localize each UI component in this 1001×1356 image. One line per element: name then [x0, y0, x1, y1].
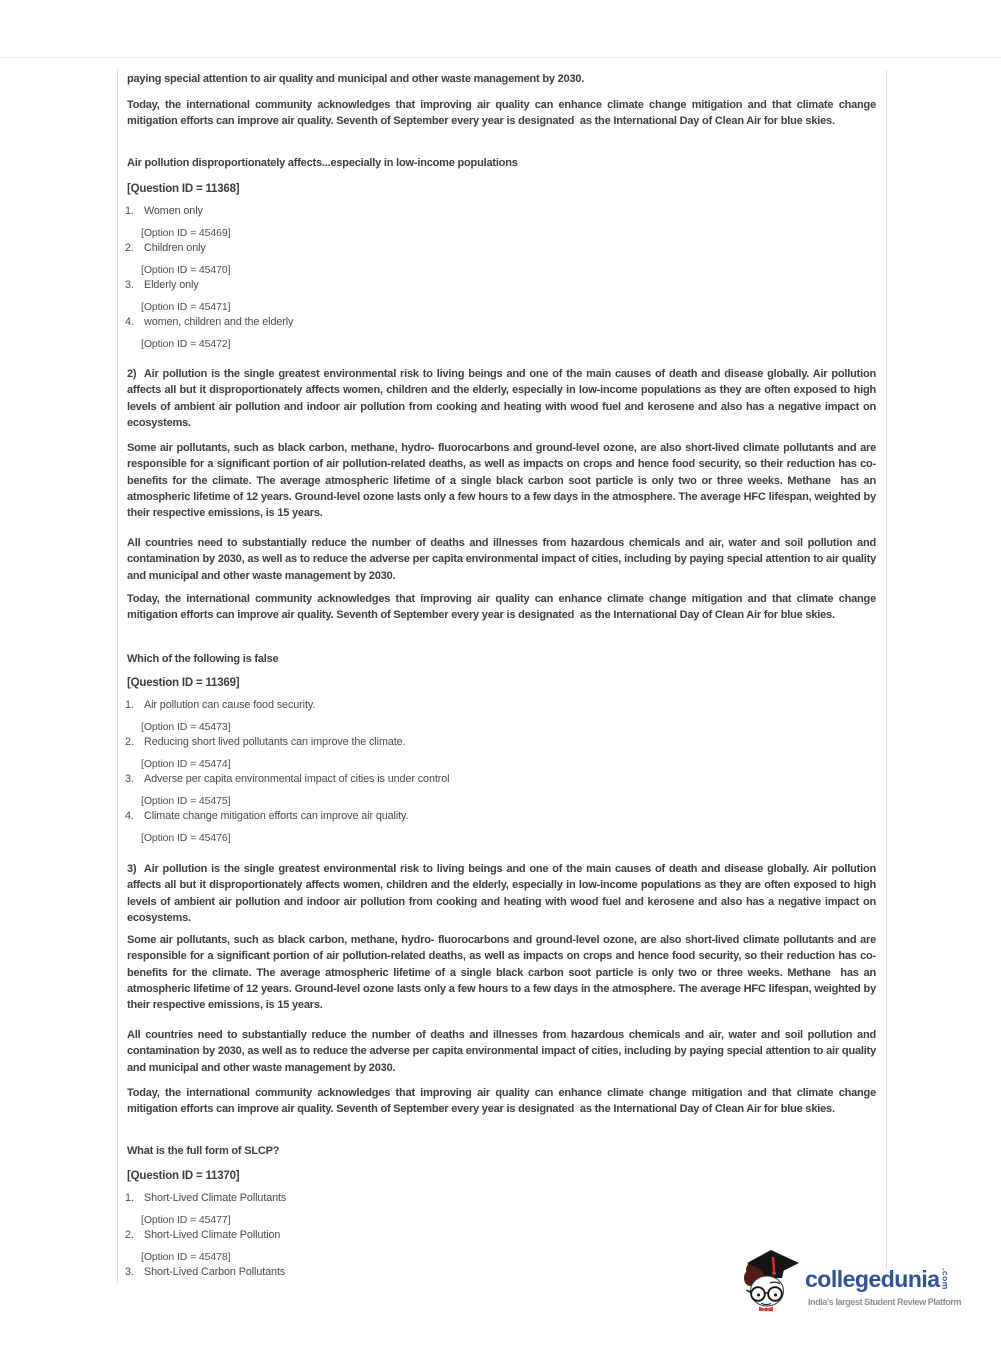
option-id-label: [Option ID = 45476] [141, 832, 231, 844]
question-id-label: [Question ID = 11369] [127, 677, 240, 689]
option-id-label: [Option ID = 45474] [141, 758, 231, 770]
option-number: 3. [125, 279, 134, 291]
option-label: Climate change mitigation efforts can improve air quality. [144, 810, 409, 822]
brand-tld: .com [940, 1268, 951, 1290]
question-11369-block [127, 676, 876, 846]
answer-option [127, 241, 876, 277]
q3-question-text: What is the full form of SLCP? [127, 1145, 280, 1157]
option-id-label: [Option ID = 45470] [141, 264, 231, 276]
option-number: 2. [125, 736, 134, 748]
answer-option [127, 772, 876, 808]
collegedunia-logo [742, 1244, 994, 1328]
answer-option [127, 278, 876, 314]
q3-passage-paragraph-3: All countries need to substantially reduce the number of deaths and illnesses from hazardous chemicals and air, water and soil pollution and contamination by 2030, as well as to reduce the adverse per capita environmental impact of cities, including by paying special attention to air quality and municipal and other waste management by 2030. [127, 1029, 876, 1074]
option-label: Elderly only [144, 279, 199, 291]
content-frame-right-border [886, 70, 887, 1268]
option-label: Short-Lived Carbon Pollutants [144, 1266, 286, 1278]
question-id-label: [Question ID = 11370] [127, 1170, 240, 1182]
option-id-label: [Option ID = 45472] [141, 338, 231, 350]
q2-passage-paragraph-3: All countries need to substantially reduce the number of deaths and illnesses from hazardous chemicals and air, water and soil pollution and contamination by 2030, as well as to reduce the adverse per capita environmental impact of cities, including by paying special attention to air quality and municipal and other waste management by 2030. [127, 537, 876, 582]
q3-passage-paragraph-2: Some air pollutants, such as black carbon, methane, hydro- fluorocarbons and ground-level ozone, are also short-lived climate pollutants and are responsible for a significant portion of air pollution-related deaths, as well as impacts on crops and hence food security, so their reduction has co-benefits for the climate. The average atmospheric lifetime of a single black carbon soot particle is only two or three weeks. Methane has an atmospheric lifetime of 12 years. Ground-level ozone lasts only a few hours to a few days in the atmosphere. The average HFC lifespan, weighted by their respective emissions, is 15 years. [127, 934, 876, 1012]
q3-passage-paragraph-4: Today, the international community acknowledges that improving air quality can enhance climate change mitigation and that climate change mitigation efforts can improve air quality. Seventh of September every year is designated as the International Day of Clean Air for blue skies. [127, 1087, 876, 1116]
option-label: Air pollution can cause food security. [144, 699, 316, 711]
option-label: Women only [144, 205, 203, 217]
q2-passage-paragraph-4: Today, the international community acknowledges that improving air quality can enhance climate change mitigation and that climate change mitigation efforts can improve air quality. Seventh of September every year is designated as the International Day of Clean Air for blue skies. [127, 593, 876, 622]
option-number: 4. [125, 810, 134, 822]
option-id-label: [Option ID = 45469] [141, 227, 231, 239]
option-number: 3. [125, 1266, 134, 1278]
question-id-label: [Question ID = 11368] [127, 183, 240, 195]
clean-air-paragraph: Today, the international community acknowledges that improving air quality can enhance climate change mitigation and that climate change mitigation efforts can improve air quality. Seventh of September every year is designated as the International Day of Clean Air for blue skies. [127, 99, 876, 128]
option-id-label: [Option ID = 45471] [141, 301, 231, 313]
question-11368-block [127, 182, 876, 352]
answer-option [127, 204, 876, 240]
option-id-label: [Option ID = 45475] [141, 795, 231, 807]
q2-question-text: Which of the following is false [127, 653, 279, 665]
option-label: Short-Lived Climate Pollution [144, 1229, 281, 1241]
content-frame-left-border [117, 70, 118, 1283]
option-number: 2. [125, 1229, 134, 1241]
option-number: 1. [125, 205, 134, 217]
q2-passage-paragraph-2: Some air pollutants, such as black carbon, methane, hydro- fluorocarbons and ground-level ozone, are also short-lived climate pollutants and are responsible for a significant portion of air pollution-related deaths, as well as impacts on crops and hence food security, so their reduction has co-benefits for the climate. The average atmospheric lifetime of a single black carbon soot particle is only two or three weeks. Methane has an atmospheric lifetime of 12 years. Ground-level ozone lasts only a few hours to a few days in the atmosphere. The average HFC lifespan, weighted by their respective emissions, is 15 years. [127, 442, 876, 520]
answer-option [127, 698, 876, 734]
option-number: 4. [125, 316, 134, 328]
answer-option [127, 315, 876, 351]
answer-option [127, 735, 876, 771]
collegedunia-mascot-icon [743, 1249, 803, 1311]
option-id-label: [Option ID = 45478] [141, 1251, 231, 1263]
option-id-label: [Option ID = 45473] [141, 721, 231, 733]
option-label: Reducing short lived pollutants can improve the climate. [144, 736, 406, 748]
brand-tagline: India's largest Student Review Platform [808, 1297, 962, 1307]
option-number: 1. [125, 699, 134, 711]
q3-passage-paragraph-1: 3) Air pollution is the single greatest environmental risk to living beings and one of the main causes of death and disease globally. Air pollution affects all but it disproportionately affects women, children and the elderly, especially in low-income populations as they are often exposed to high levels of ambient air pollution and indoor air pollution from cooking and heating with wood fuel and kerosene and also has a negative impact on ecosystems. [127, 863, 876, 924]
q2-passage-paragraph-1: 2) Air pollution is the single greatest environmental risk to living beings and one of the main causes of death and disease globally. Air pollution affects all but it disproportionately affects women, children and the elderly, especially in low-income populations as they are often exposed to high levels of ambient air pollution and indoor air pollution from cooking and heating with wood fuel and kerosene and also has a negative impact on ecosystems. [127, 368, 876, 429]
page-top-divider [0, 57, 1001, 58]
q1-question-text: Air pollution disproportionately affects...especially in low-income populations [127, 157, 518, 169]
option-number: 3. [125, 773, 134, 785]
collegedunia-wordmark [805, 1266, 951, 1292]
option-label: women, children and the elderly [144, 316, 294, 328]
option-label: Short-Lived Climate Pollutants [144, 1192, 287, 1204]
option-id-label: [Option ID = 45477] [141, 1214, 231, 1226]
brand-name: collegedunia [805, 1266, 940, 1292]
option-number: 2. [125, 242, 134, 254]
option-label: Children only [144, 242, 206, 254]
passage-continuation-paragraph: paying special attention to air quality and municipal and other waste management by 2030. [127, 73, 585, 85]
option-label: Adverse per capita environmental impact of cities is under control [144, 773, 450, 785]
answer-option [127, 809, 876, 845]
option-number: 1. [125, 1192, 134, 1204]
answer-option [127, 1191, 876, 1227]
